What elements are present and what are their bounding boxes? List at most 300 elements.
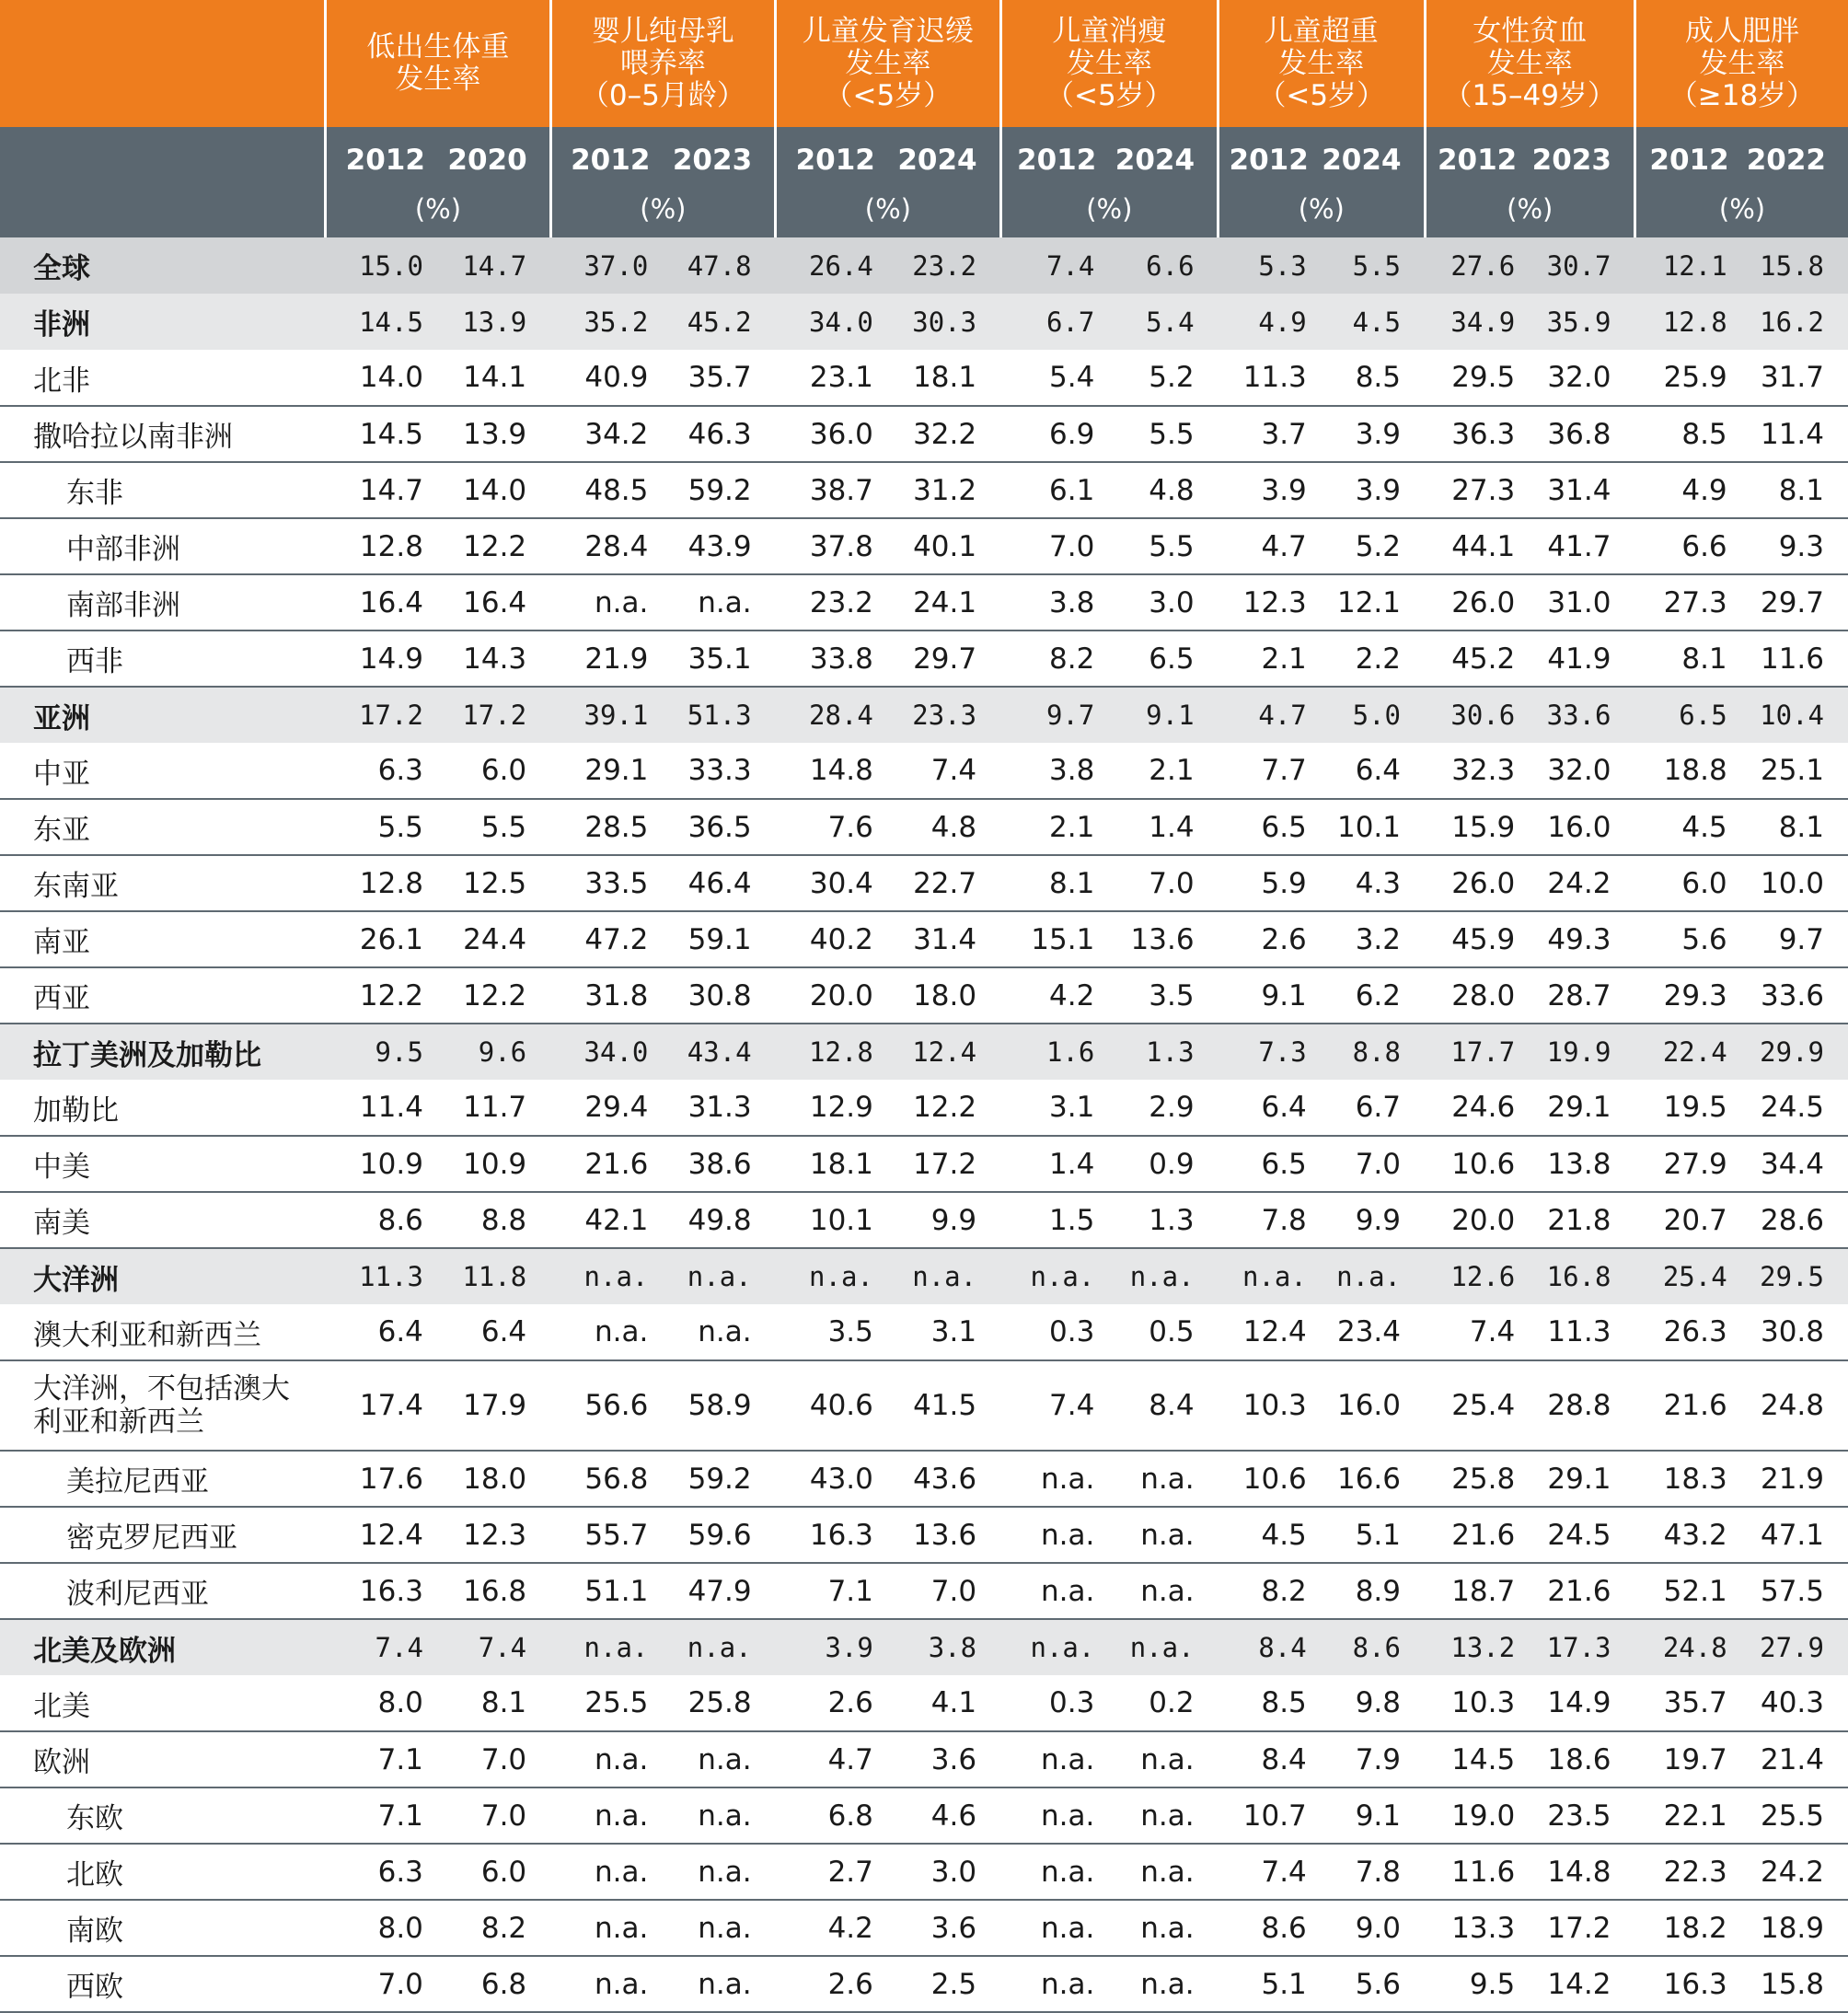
value-cell: 26.0 xyxy=(1425,574,1530,631)
value-cell: 13.6 xyxy=(888,1507,1000,1563)
value-cell: 10.3 xyxy=(1219,1360,1322,1451)
value-cell: 14.3 xyxy=(438,631,550,687)
value-cell: 59.6 xyxy=(663,1507,775,1563)
region-label: 西亚 xyxy=(0,967,326,1024)
table-row xyxy=(0,799,1848,855)
value-cell: 39.1 xyxy=(550,687,663,743)
value-cell: 8.1 xyxy=(1742,799,1848,855)
value-cell: 6.4 xyxy=(1322,743,1425,799)
value-cell: 12.1 xyxy=(1634,237,1741,294)
region-label: 东南亚 xyxy=(0,855,326,911)
unit-label: (%) xyxy=(550,193,775,237)
value-cell: n.a. xyxy=(1109,1956,1218,2012)
value-cell: 12.2 xyxy=(438,518,550,574)
value-cell: 26.0 xyxy=(1425,855,1530,911)
value-cell: 21.6 xyxy=(550,1136,663,1192)
region-label: 全球 xyxy=(0,237,326,294)
value-cell: 10.1 xyxy=(1322,799,1425,855)
value-cell: n.a. xyxy=(1000,1248,1109,1304)
table-row xyxy=(0,1304,1848,1360)
value-cell: 8.6 xyxy=(1219,1900,1322,1956)
region-label: 中部非洲 xyxy=(0,518,326,574)
value-cell: 40.1 xyxy=(888,518,1000,574)
unit-label: (%) xyxy=(326,193,550,237)
table-row xyxy=(0,1956,1848,2012)
value-cell: 7.0 xyxy=(1322,1136,1425,1192)
value-cell: 20.0 xyxy=(1425,1192,1530,1248)
value-cell: 25.8 xyxy=(663,1675,775,1731)
value-cell: 25.9 xyxy=(1634,350,1741,406)
table-row xyxy=(0,1360,1848,1451)
value-cell: 3.5 xyxy=(1109,967,1218,1024)
value-cell: 18.3 xyxy=(1634,1451,1741,1507)
value-cell: 45.2 xyxy=(663,294,775,350)
value-cell: n.a. xyxy=(663,1304,775,1360)
value-cell: 29.7 xyxy=(888,631,1000,687)
value-cell: 24.8 xyxy=(1742,1360,1848,1451)
value-cell: 2.5 xyxy=(888,1956,1000,2012)
value-cell: 56.6 xyxy=(550,1360,663,1451)
value-cell: n.a. xyxy=(663,1731,775,1787)
value-cell: n.a. xyxy=(550,1304,663,1360)
value-cell: 31.2 xyxy=(888,462,1000,518)
value-cell: 11.8 xyxy=(438,1248,550,1304)
table-row xyxy=(0,1844,1848,1900)
value-cell: 35.7 xyxy=(1634,1675,1741,1731)
unit-header-row xyxy=(0,193,1848,237)
value-cell: 18.7 xyxy=(1425,1563,1530,1619)
year-header: 2022 xyxy=(1742,127,1848,193)
value-cell: 8.0 xyxy=(326,1675,438,1731)
value-cell: 40.6 xyxy=(776,1360,888,1451)
value-cell: 6.7 xyxy=(1000,294,1109,350)
indicator-header: 儿童消瘦 发生率 （<5岁） xyxy=(1000,0,1218,127)
value-cell: 3.6 xyxy=(888,1900,1000,1956)
value-cell: 14.7 xyxy=(438,237,550,294)
value-cell: 6.8 xyxy=(438,1956,550,2012)
value-cell: 25.5 xyxy=(550,1675,663,1731)
table-row xyxy=(0,1024,1848,1080)
value-cell: 59.2 xyxy=(663,1451,775,1507)
value-cell: 10.3 xyxy=(1425,1675,1530,1731)
value-cell: 2.9 xyxy=(1109,1080,1218,1136)
value-cell: 7.1 xyxy=(326,1787,438,1844)
value-cell: 44.1 xyxy=(1425,518,1530,574)
value-cell: 5.4 xyxy=(1000,350,1109,406)
value-cell: n.a. xyxy=(1000,1956,1109,2012)
year-header: 2012 xyxy=(550,127,663,193)
value-cell: 2.1 xyxy=(1219,631,1322,687)
table-row xyxy=(0,1507,1848,1563)
value-cell: 14.0 xyxy=(438,462,550,518)
value-cell: 6.6 xyxy=(1109,237,1218,294)
value-cell: 13.9 xyxy=(438,406,550,462)
value-cell: 22.1 xyxy=(1634,1787,1741,1844)
table-row xyxy=(0,1900,1848,1956)
value-cell: 7.0 xyxy=(888,1563,1000,1619)
value-cell: 22.7 xyxy=(888,855,1000,911)
value-cell: 7.0 xyxy=(1000,518,1109,574)
table-row xyxy=(0,1192,1848,1248)
indicator-header: 女性贫血 发生率 （15–49岁） xyxy=(1425,0,1634,127)
value-cell: 5.6 xyxy=(1634,911,1741,967)
value-cell: 27.6 xyxy=(1425,237,1530,294)
value-cell: 16.3 xyxy=(1634,1956,1741,2012)
value-cell: 22.4 xyxy=(1634,1024,1741,1080)
value-cell: 29.5 xyxy=(1742,1248,1848,1304)
value-cell: 5.9 xyxy=(1219,855,1322,911)
value-cell: 58.9 xyxy=(663,1360,775,1451)
value-cell: 17.2 xyxy=(326,687,438,743)
value-cell: 9.5 xyxy=(326,1024,438,1080)
value-cell: 23.2 xyxy=(888,237,1000,294)
value-cell: 5.3 xyxy=(1219,237,1322,294)
value-cell: n.a. xyxy=(550,1248,663,1304)
value-cell: 9.0 xyxy=(1322,1900,1425,1956)
value-cell: 24.5 xyxy=(1742,1080,1848,1136)
value-cell: 4.7 xyxy=(776,1731,888,1787)
value-cell: 7.7 xyxy=(1219,743,1322,799)
value-cell: 13.6 xyxy=(1109,911,1218,967)
value-cell: 7.6 xyxy=(776,799,888,855)
value-cell: 31.4 xyxy=(888,911,1000,967)
value-cell: 6.9 xyxy=(1000,406,1109,462)
value-cell: 25.1 xyxy=(1742,743,1848,799)
value-cell: 5.0 xyxy=(1322,687,1425,743)
value-cell: 3.8 xyxy=(1000,574,1109,631)
value-cell: 13.3 xyxy=(1425,1900,1530,1956)
value-cell: 55.7 xyxy=(550,1507,663,1563)
value-cell: 3.9 xyxy=(1322,462,1425,518)
value-cell: 28.8 xyxy=(1530,1360,1634,1451)
value-cell: 18.1 xyxy=(888,350,1000,406)
value-cell: 7.4 xyxy=(326,1619,438,1675)
value-cell: 23.4 xyxy=(1322,1304,1425,1360)
region-label: 南亚 xyxy=(0,911,326,967)
value-cell: 18.2 xyxy=(1634,1900,1741,1956)
value-cell: 24.2 xyxy=(1742,1844,1848,1900)
value-cell: 14.9 xyxy=(326,631,438,687)
unit-label: (%) xyxy=(1634,193,1848,237)
value-cell: 8.1 xyxy=(1742,462,1848,518)
value-cell: 13.9 xyxy=(438,294,550,350)
value-cell: 12.8 xyxy=(1634,294,1741,350)
value-cell: 15.9 xyxy=(1425,799,1530,855)
value-cell: 27.9 xyxy=(1634,1136,1741,1192)
value-cell: 26.4 xyxy=(776,237,888,294)
value-cell: 29.1 xyxy=(550,743,663,799)
table-row xyxy=(0,462,1848,518)
table-row xyxy=(0,1731,1848,1787)
value-cell: 14.5 xyxy=(1425,1731,1530,1787)
value-cell: n.a. xyxy=(1000,1900,1109,1956)
value-cell: 46.3 xyxy=(663,406,775,462)
value-cell: 10.1 xyxy=(776,1192,888,1248)
value-cell: 28.0 xyxy=(1425,967,1530,1024)
value-cell: 46.4 xyxy=(663,855,775,911)
region-label: 中亚 xyxy=(0,743,326,799)
header-corner xyxy=(0,193,326,237)
region-label: 加勒比 xyxy=(0,1080,326,1136)
value-cell: 16.4 xyxy=(438,574,550,631)
table-row xyxy=(0,1136,1848,1192)
value-cell: 6.8 xyxy=(776,1787,888,1844)
value-cell: 8.8 xyxy=(438,1192,550,1248)
table-row xyxy=(0,350,1848,406)
value-cell: 6.7 xyxy=(1322,1080,1425,1136)
value-cell: 20.0 xyxy=(776,967,888,1024)
value-cell: 19.9 xyxy=(1530,1024,1634,1080)
value-cell: 41.5 xyxy=(888,1360,1000,1451)
value-cell: 2.7 xyxy=(776,1844,888,1900)
value-cell: 18.0 xyxy=(438,1451,550,1507)
value-cell: 21.6 xyxy=(1634,1360,1741,1451)
value-cell: 14.0 xyxy=(326,350,438,406)
value-cell: 8.4 xyxy=(1219,1619,1322,1675)
value-cell: 17.2 xyxy=(438,687,550,743)
value-cell: 1.4 xyxy=(1109,799,1218,855)
value-cell: n.a. xyxy=(550,1731,663,1787)
value-cell: 34.2 xyxy=(550,406,663,462)
value-cell: 33.5 xyxy=(550,855,663,911)
value-cell: n.a. xyxy=(663,574,775,631)
value-cell: 7.0 xyxy=(438,1731,550,1787)
value-cell: 34.0 xyxy=(776,294,888,350)
value-cell: 5.6 xyxy=(1322,1956,1425,2012)
value-cell: 31.7 xyxy=(1742,350,1848,406)
value-cell: 19.7 xyxy=(1634,1731,1741,1787)
region-label: 大洋洲 xyxy=(0,1248,326,1304)
value-cell: 12.8 xyxy=(776,1024,888,1080)
value-cell: 8.6 xyxy=(1322,1619,1425,1675)
value-cell: 14.2 xyxy=(1530,1956,1634,2012)
region-label: 亚洲 xyxy=(0,687,326,743)
year-header: 2012 xyxy=(1425,127,1530,193)
value-cell: 3.8 xyxy=(1000,743,1109,799)
value-cell: 9.9 xyxy=(1322,1192,1425,1248)
value-cell: 43.9 xyxy=(663,518,775,574)
value-cell: 11.3 xyxy=(326,1248,438,1304)
value-cell: 30.3 xyxy=(888,294,1000,350)
value-cell: 4.1 xyxy=(888,1675,1000,1731)
value-cell: 11.3 xyxy=(1530,1304,1634,1360)
value-cell: 59.1 xyxy=(663,911,775,967)
value-cell: 7.1 xyxy=(326,1731,438,1787)
region-label: 澳大利亚和新西兰 xyxy=(0,1304,326,1360)
value-cell: 12.4 xyxy=(888,1024,1000,1080)
value-cell: 6.5 xyxy=(1109,631,1218,687)
value-cell: 30.8 xyxy=(1742,1304,1848,1360)
value-cell: 6.0 xyxy=(1634,855,1741,911)
value-cell: 51.1 xyxy=(550,1563,663,1619)
value-cell: n.a. xyxy=(776,1248,888,1304)
value-cell: 37.0 xyxy=(550,237,663,294)
indicator-header: 低出生体重 发生率 xyxy=(326,0,550,127)
value-cell: 16.3 xyxy=(326,1563,438,1619)
value-cell: 12.8 xyxy=(326,855,438,911)
value-cell: 10.6 xyxy=(1219,1451,1322,1507)
value-cell: 29.1 xyxy=(1530,1080,1634,1136)
value-cell: 23.3 xyxy=(888,687,1000,743)
value-cell: 43.6 xyxy=(888,1451,1000,1507)
value-cell: 21.4 xyxy=(1742,1731,1848,1787)
value-cell: n.a. xyxy=(663,1248,775,1304)
value-cell: 13.8 xyxy=(1530,1136,1634,1192)
value-cell: 16.2 xyxy=(1742,294,1848,350)
value-cell: 5.1 xyxy=(1322,1507,1425,1563)
value-cell: 4.3 xyxy=(1322,855,1425,911)
value-cell: 12.2 xyxy=(326,967,438,1024)
value-cell: 32.3 xyxy=(1425,743,1530,799)
value-cell: n.a. xyxy=(550,1787,663,1844)
indicator-header: 成人肥胖 发生率 （≥18岁） xyxy=(1634,0,1848,127)
unit-label: (%) xyxy=(776,193,1000,237)
region-label: 中美 xyxy=(0,1136,326,1192)
value-cell: 9.1 xyxy=(1219,967,1322,1024)
value-cell: n.a. xyxy=(1000,1563,1109,1619)
value-cell: 31.4 xyxy=(1530,462,1634,518)
value-cell: 38.6 xyxy=(663,1136,775,1192)
value-cell: n.a. xyxy=(550,1956,663,2012)
value-cell: 31.8 xyxy=(550,967,663,1024)
value-cell: 14.9 xyxy=(1530,1675,1634,1731)
table-header xyxy=(0,0,1848,237)
value-cell: 49.8 xyxy=(663,1192,775,1248)
value-cell: n.a. xyxy=(550,1619,663,1675)
value-cell: 40.9 xyxy=(550,350,663,406)
value-cell: 7.4 xyxy=(438,1619,550,1675)
value-cell: 11.7 xyxy=(438,1080,550,1136)
value-cell: 18.6 xyxy=(1530,1731,1634,1787)
value-cell: 5.5 xyxy=(438,799,550,855)
value-cell: 10.6 xyxy=(1425,1136,1530,1192)
region-label: 北非 xyxy=(0,350,326,406)
region-label: 拉丁美洲及加勒比 xyxy=(0,1024,326,1080)
value-cell: 8.5 xyxy=(1219,1675,1322,1731)
value-cell: 6.4 xyxy=(326,1304,438,1360)
value-cell: 6.5 xyxy=(1219,1136,1322,1192)
value-cell: n.a. xyxy=(1109,1844,1218,1900)
value-cell: 3.0 xyxy=(888,1844,1000,1900)
value-cell: 6.0 xyxy=(438,743,550,799)
value-cell: 20.7 xyxy=(1634,1192,1741,1248)
value-cell: 5.5 xyxy=(326,799,438,855)
value-cell: n.a. xyxy=(663,1619,775,1675)
value-cell: 5.1 xyxy=(1219,1956,1322,2012)
year-header-row xyxy=(0,127,1848,193)
value-cell: 33.6 xyxy=(1530,687,1634,743)
value-cell: 7.4 xyxy=(1000,237,1109,294)
value-cell: 14.8 xyxy=(776,743,888,799)
value-cell: 40.2 xyxy=(776,911,888,967)
value-cell: 12.4 xyxy=(326,1507,438,1563)
value-cell: 7.0 xyxy=(326,1956,438,2012)
table-row xyxy=(0,1451,1848,1507)
value-cell: 59.2 xyxy=(663,462,775,518)
value-cell: 8.4 xyxy=(1219,1731,1322,1787)
value-cell: 15.8 xyxy=(1742,1956,1848,2012)
value-cell: 43.0 xyxy=(776,1451,888,1507)
value-cell: 4.7 xyxy=(1219,518,1322,574)
value-cell: 9.7 xyxy=(1000,687,1109,743)
indicator-header-row xyxy=(0,0,1848,127)
value-cell: 6.0 xyxy=(438,1844,550,1900)
header-corner xyxy=(0,0,326,127)
value-cell: 24.1 xyxy=(888,574,1000,631)
region-label: 东亚 xyxy=(0,799,326,855)
value-cell: 21.6 xyxy=(1530,1563,1634,1619)
value-cell: 4.5 xyxy=(1219,1507,1322,1563)
year-header: 2023 xyxy=(663,127,775,193)
value-cell: n.a. xyxy=(550,1900,663,1956)
value-cell: 34.9 xyxy=(1425,294,1530,350)
value-cell: 4.5 xyxy=(1634,799,1741,855)
value-cell: 1.6 xyxy=(1000,1024,1109,1080)
value-cell: 5.5 xyxy=(1109,518,1218,574)
value-cell: 3.1 xyxy=(1000,1080,1109,1136)
value-cell: 6.4 xyxy=(1219,1080,1322,1136)
value-cell: 9.9 xyxy=(888,1192,1000,1248)
year-header: 2024 xyxy=(1322,127,1425,193)
region-label: 撒哈拉以南非洲 xyxy=(0,406,326,462)
value-cell: 6.6 xyxy=(1634,518,1741,574)
value-cell: 4.7 xyxy=(1219,687,1322,743)
value-cell: 16.8 xyxy=(1530,1248,1634,1304)
value-cell: 2.1 xyxy=(1000,799,1109,855)
value-cell: 10.0 xyxy=(1742,855,1848,911)
value-cell: 41.7 xyxy=(1530,518,1634,574)
value-cell: 4.8 xyxy=(888,799,1000,855)
value-cell: 0.5 xyxy=(1109,1304,1218,1360)
value-cell: 8.9 xyxy=(1322,1563,1425,1619)
value-cell: 17.4 xyxy=(326,1360,438,1451)
value-cell: 47.8 xyxy=(663,237,775,294)
value-cell: n.a. xyxy=(1000,1507,1109,1563)
value-cell: 3.1 xyxy=(888,1304,1000,1360)
value-cell: n.a. xyxy=(550,1844,663,1900)
value-cell: 3.2 xyxy=(1322,911,1425,967)
value-cell: n.a. xyxy=(1109,1900,1218,1956)
year-header: 2020 xyxy=(438,127,550,193)
year-header: 2024 xyxy=(1109,127,1218,193)
value-cell: 16.0 xyxy=(1530,799,1634,855)
value-cell: 29.4 xyxy=(550,1080,663,1136)
value-cell: 40.3 xyxy=(1742,1675,1848,1731)
value-cell: 36.5 xyxy=(663,799,775,855)
value-cell: 11.4 xyxy=(326,1080,438,1136)
value-cell: 15.0 xyxy=(326,237,438,294)
value-cell: 3.9 xyxy=(776,1619,888,1675)
value-cell: 8.6 xyxy=(326,1192,438,1248)
value-cell: 18.0 xyxy=(888,967,1000,1024)
region-label: 北欧 xyxy=(0,1844,326,1900)
value-cell: 21.9 xyxy=(550,631,663,687)
value-cell: n.a. xyxy=(1109,1451,1218,1507)
value-cell: 21.8 xyxy=(1530,1192,1634,1248)
value-cell: 17.2 xyxy=(1530,1900,1634,1956)
value-cell: n.a. xyxy=(1000,1619,1109,1675)
value-cell: 29.7 xyxy=(1742,574,1848,631)
value-cell: 7.4 xyxy=(1000,1360,1109,1451)
value-cell: 4.9 xyxy=(1219,294,1322,350)
region-label: 波利尼西亚 xyxy=(0,1563,326,1619)
value-cell: 35.9 xyxy=(1530,294,1634,350)
value-cell: 18.1 xyxy=(776,1136,888,1192)
indicator-header: 儿童超重 发生率 （<5岁） xyxy=(1219,0,1425,127)
value-cell: 7.4 xyxy=(1219,1844,1322,1900)
value-cell: 27.3 xyxy=(1425,462,1530,518)
value-cell: 6.5 xyxy=(1634,687,1741,743)
